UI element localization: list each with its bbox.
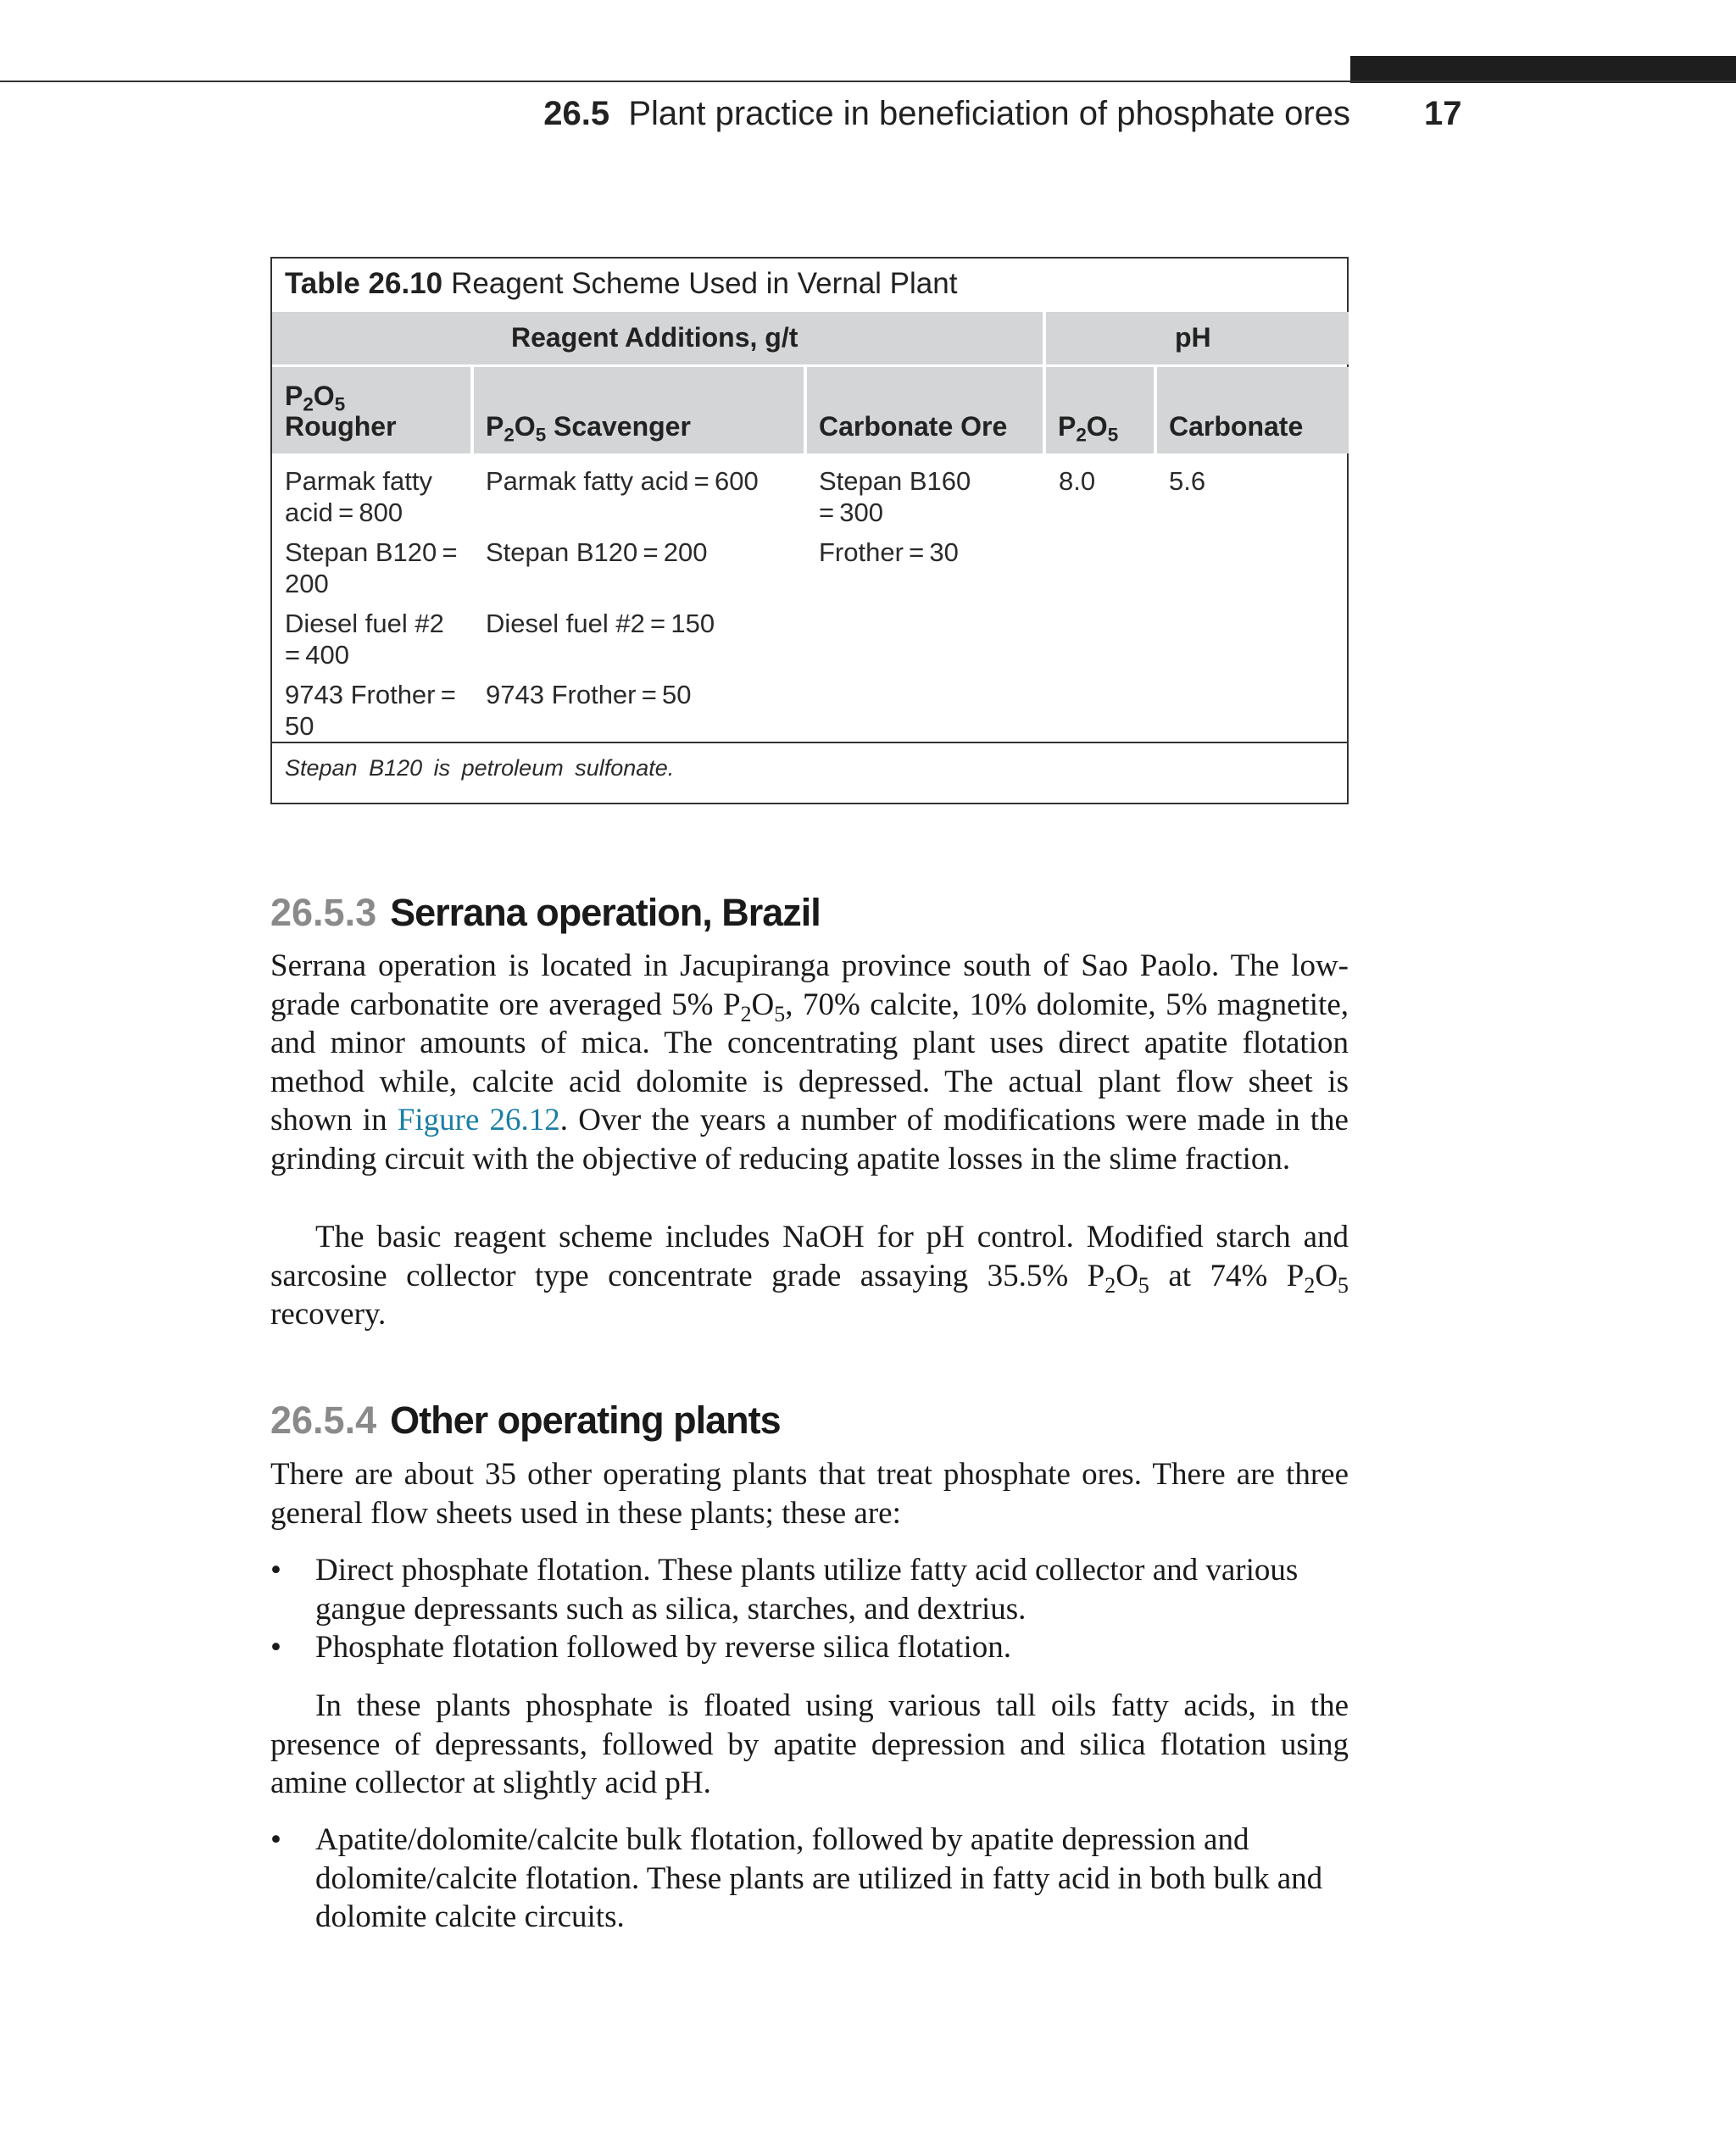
bullet-marker: • — [270, 1630, 281, 1665]
bullet-marker: • — [270, 1553, 281, 1588]
col-header-ph-carbonate: Carbonate — [1169, 411, 1304, 442]
header-group-ph: pH — [1175, 322, 1211, 353]
col-header-ph-p2o5-cell — [1046, 367, 1154, 453]
table-caption — [285, 267, 957, 301]
paragraph: There are about 35 other operating plants that treat phosphate ores. There are three general flow sheets used in these plants; these are: — [270, 1457, 1349, 1531]
header-group-ph-cell — [1046, 312, 1349, 364]
section-heading-26-5-3 — [270, 891, 821, 935]
col-header-carbonate-ore: Carbonate Ore — [819, 411, 1008, 442]
header-group-reagent-cell — [272, 312, 1043, 364]
table-cell: Stepan B120 = 200 — [486, 537, 708, 567]
table-cell: 5.6 — [1169, 466, 1206, 496]
list-item: • Direct phosphate flotation. These plants utilize fatty acid collector and various gangue depressants such as silica, starches, and dextrius. — [270, 1553, 1299, 1627]
col-header-carbonate-ore-cell — [807, 367, 1043, 453]
section-heading-26-5-4 — [270, 1399, 781, 1443]
table-cell: Stepan B120 = 200 — [285, 537, 463, 598]
bullet-marker: • — [270, 1822, 281, 1857]
running-head — [543, 95, 1350, 133]
table-cell: Stepan B160 = 300 — [819, 466, 976, 527]
table-cell: Diesel fuel #2 = 400 — [285, 609, 450, 670]
table-footnote: Stepan B120 is petroleum sulfonate. — [285, 755, 675, 781]
page-number: 17 — [1424, 95, 1462, 132]
col-header-scavenger-cell — [474, 367, 804, 453]
col-header-rougher: $P_2O_5$ Rougher — [285, 381, 397, 442]
table-cell: Diesel fuel #2 = 150 — [486, 609, 715, 638]
table-cell: 9743 Frother = 50 — [486, 680, 692, 709]
table-cell: 8.0 — [1059, 466, 1096, 496]
figure-link[interactable]: Figure 26.12 — [397, 1103, 560, 1138]
col-header-rougher-cell — [272, 367, 470, 453]
reagent-table — [270, 257, 1349, 804]
col-header-ph-carbonate-cell — [1157, 367, 1349, 453]
table-cell: Parmak fatty acid = 600 — [486, 466, 759, 496]
section-number: 26.5.4 — [270, 1399, 377, 1442]
col-header-ph-p2o5: $P_2O_5$ — [1058, 411, 1119, 446]
table-cell: Parmak fatty acid = 800 — [285, 466, 432, 527]
section-number: 26.5.3 — [270, 891, 377, 934]
table-label: Table 26.10 — [285, 267, 443, 300]
table-cell: Frother = 30 — [819, 537, 959, 567]
table-cell: 9743 Frother = 50 — [285, 680, 462, 741]
paragraph: In these plants phosphate is floated using various tall oils fatty acids, in the presence of depressants, followed by apatite depression and silica flotation using amine collector at slightly acid pH. — [270, 1688, 1349, 1801]
table-title: Reagent Scheme Used in Vernal Plant — [451, 267, 958, 300]
section-title: Other operating plants — [390, 1399, 781, 1442]
table-footer-rule — [272, 742, 1347, 743]
paragraph: Serrana operation is located in Jacupiranga province south of Sao Paolo. The low-grade carbonatite ore averaged 5% $P_2O_5$, 70% calcite, 10% dolomite, 5% magnetite, and minor amounts of mica. The concentrating plant uses direct apatite flotation method while, calcite acid dolomite is depressed. The actual plant flow sheet is shown in Figure 26.12. Over the years a number of modifications were made in the grinding circuit with the objective of reducing apatite losses in the slime fraction. — [270, 948, 1349, 1176]
list-item: • Phosphate flotation followed by reverse silica flotation. — [270, 1628, 1349, 1667]
list-item: • Apatite/dolomite/calcite bulk flotation, followed by apatite depression and dolomite/calcite flotation. These plants are utilized in fatty acid in both bulk and dolomite calcite circuits. — [270, 1822, 1323, 1935]
header-group-reagent: Reagent Additions, g/t — [511, 322, 798, 353]
header-rule — [0, 81, 1736, 82]
header-bar — [1350, 56, 1736, 83]
col-header-scavenger: $P_2O_5$ Scavenger — [486, 411, 691, 446]
running-head-number: 26.5 — [543, 95, 610, 132]
paragraph: The basic reagent scheme includes NaOH for pH control. Modified starch and sarcosine collector type concentrate grade assaying 35.5% $P_2O_5$ at 74% $P_2O_5$ recovery. — [270, 1220, 1349, 1332]
section-title: Serrana operation, Brazil — [390, 891, 821, 934]
running-head-title: Plant practice in beneficiation of phosphate ores — [628, 95, 1350, 132]
